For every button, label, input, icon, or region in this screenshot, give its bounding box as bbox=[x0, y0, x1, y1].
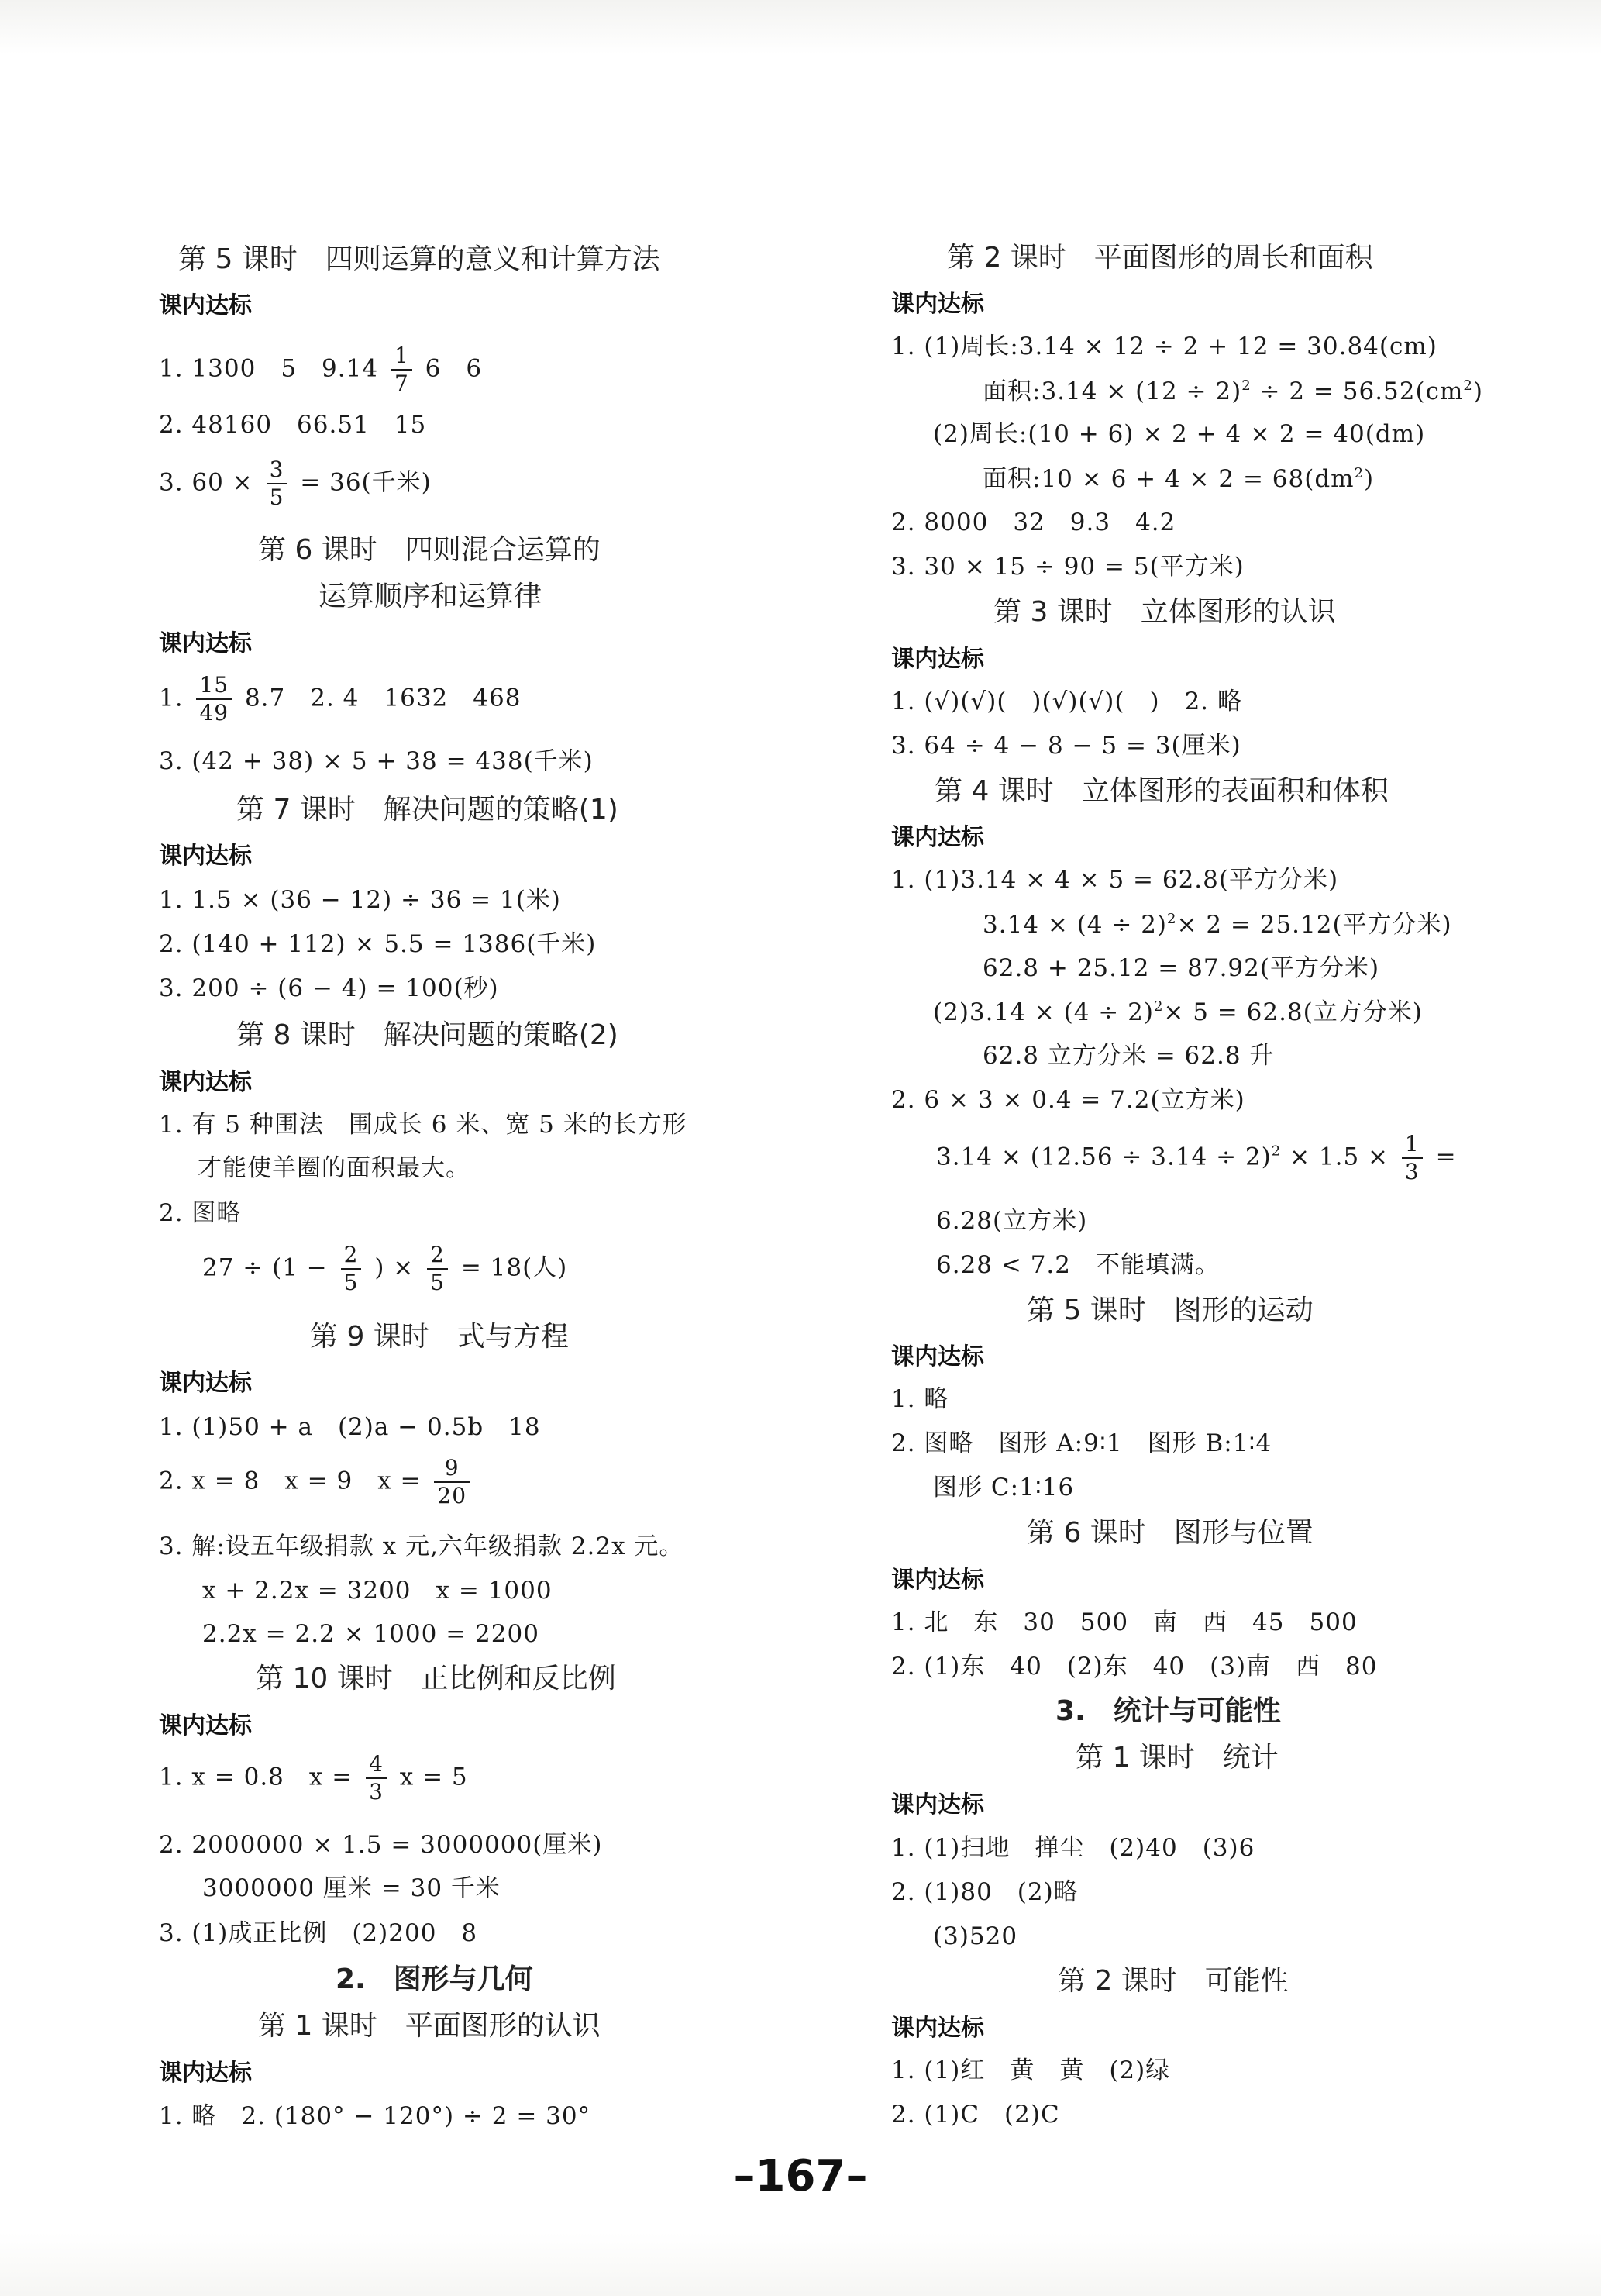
unit-3-title: 3. 统计与可能性 bbox=[1055, 1695, 1281, 1727]
g4-q2d: 6.28 < 7.2 不能填满。 bbox=[936, 1251, 1221, 1279]
l8-q2: 2. 图略 bbox=[159, 1199, 242, 1227]
l5-q3: 3. 60 × $\frac{3}{5}$ = 36(千米) bbox=[159, 457, 432, 510]
section-label: 课内达标 bbox=[891, 1567, 984, 1594]
l5-q1: 1. 1300 5 9.14 $\frac{1}{7}$ 6 6 bbox=[159, 343, 483, 396]
statistics-lesson-2-title: 第 2 课时 可能性 bbox=[1058, 1965, 1289, 1997]
section-label: 课内达标 bbox=[891, 291, 984, 318]
l8-q2-expr: 27 ÷ (1 − $\frac{2}{5}$ ) × $\frac{2}{5}$ = 18(人) bbox=[202, 1242, 568, 1295]
l10-q2b: 3000000 厘米 = 30 千米 bbox=[202, 1874, 501, 1902]
lesson-8-title: 第 8 课时 解决问题的策略(2) bbox=[236, 1019, 618, 1051]
geometry-lesson-5-title: 第 5 课时 图形的运动 bbox=[1027, 1295, 1314, 1326]
g5-q1: 1. 略 bbox=[891, 1385, 949, 1413]
section-label: 课内达标 bbox=[159, 1069, 252, 1096]
l7-q2: 2. (140 + 112) × 5.5 = 1386(千米) bbox=[159, 930, 597, 958]
s1-q2a: 2. (1)80 (2)略 bbox=[891, 1878, 1079, 1906]
lesson-6-title-1: 第 6 课时 四则混合运算的 bbox=[258, 534, 601, 566]
g4-q1c: 62.8 + 25.12 = 87.92(平方分米) bbox=[983, 954, 1380, 982]
g4-q2a: 2. 6 × 3 × 0.4 = 7.2(立方米) bbox=[891, 1086, 1245, 1114]
s2-q1: 1. (1)红 黄 黄 (2)绿 bbox=[891, 2056, 1171, 2084]
l8-q1b: 才能使羊圈的面积最大。 bbox=[198, 1154, 470, 1182]
g4-q2c: 6.28(立方米) bbox=[936, 1207, 1088, 1235]
g4-q1d: $(2)3.14 \times (4 \div 2)^2\times 5 = 62.8$(立方分米) bbox=[933, 998, 1423, 1026]
g4-q1e: 62.8 立方分米 = 62.8 升 bbox=[983, 1042, 1275, 1070]
g4-q1a: 1. (1)3.14 × 4 × 5 = 62.8(平方分米) bbox=[891, 866, 1339, 894]
g3-q2: 3. 64 ÷ 4 − 8 − 5 = 3(厘米) bbox=[891, 732, 1241, 760]
g1-q1: 1. 略 2. (180° − 120°) ÷ 2 = 30° bbox=[159, 2102, 591, 2130]
section-label: 课内达标 bbox=[159, 843, 252, 870]
l10-q2a: 2. 2000000 × 1.5 = 3000000(厘米) bbox=[159, 1831, 603, 1859]
geometry-lesson-1-title: 第 1 课时 平面图形的认识 bbox=[258, 2010, 601, 2042]
l9-q1: 1. (1)50 + a (2)a − 0.5b 18 bbox=[159, 1413, 541, 1441]
g5-q2a: 2. 图略 图形 A:9∶1 图形 B:1∶4 bbox=[891, 1429, 1272, 1457]
l7-q3: 3. 200 ÷ (6 − 4) = 100(秒) bbox=[159, 974, 499, 1002]
section-label: 课内达标 bbox=[891, 824, 984, 851]
l9-q3c: 2.2x = 2.2 × 1000 = 2200 bbox=[202, 1620, 539, 1648]
lesson-7-title: 第 7 课时 解决问题的策略(1) bbox=[236, 794, 618, 826]
geometry-lesson-2-title: 第 2 课时 平面图形的周长和面积 bbox=[947, 242, 1373, 274]
g2-q1d: 面积:10 × $6 + 4 \times 2 = 68(dm^2)$ bbox=[983, 465, 1375, 493]
l10-q1: 1. x = 0.8 x = $\frac{4}{3}$ x = 5 bbox=[159, 1751, 468, 1805]
g2-q1b: 面积:3.14 × $(12 \div 2)^2 \div 2 = 56.52(cm^2)$ bbox=[983, 377, 1483, 405]
section-label: 课内达标 bbox=[159, 630, 252, 657]
l9-q3b: x + 2.2x = 3200 x = 1000 bbox=[202, 1577, 553, 1605]
geometry-lesson-3-title: 第 3 课时 立体图形的认识 bbox=[993, 596, 1336, 628]
section-label: 课内达标 bbox=[891, 1791, 984, 1819]
l6-q1: 1. $\frac{15}{49}$ 8.7 2. 4 1632 468 bbox=[159, 672, 522, 726]
g5-q2b: 图形 C:1∶16 bbox=[933, 1474, 1075, 1501]
page-number: –167– bbox=[733, 2151, 868, 2201]
g4-q2b: $3.14 \times (12.56 \div 3.14 \div 2)^2 \times 1.5$ × $\frac{1}{3}$ = bbox=[936, 1131, 1457, 1184]
s2-q2: 2. (1)C (2)C bbox=[891, 2101, 1060, 2129]
lesson-9-title: 第 9 课时 式与方程 bbox=[310, 1321, 569, 1353]
lesson-10-title: 第 10 课时 正比例和反比例 bbox=[256, 1663, 616, 1694]
lesson-6-title-2: 运算顺序和运算律 bbox=[318, 581, 542, 612]
l5-q2: 2. 48160 66.51 15 bbox=[159, 411, 427, 439]
geometry-lesson-6-title: 第 6 课时 图形与位置 bbox=[1027, 1517, 1314, 1549]
geometry-lesson-4-title: 第 4 课时 立体图形的表面积和体积 bbox=[935, 775, 1389, 807]
l9-q3a: 3. 解:设五年级捐款 x 元,六年级捐款 2.2x 元。 bbox=[159, 1532, 684, 1560]
g2-q3: 3. 30 × 15 ÷ 90 = 5(平方米) bbox=[891, 553, 1245, 581]
section-label: 课内达标 bbox=[891, 2015, 984, 2042]
s1-q1: 1. (1)扫地 掸尘 (2)40 (3)6 bbox=[891, 1834, 1255, 1862]
l6-q2: 3. (42 + 38) × 5 + 38 = 438(千米) bbox=[159, 747, 594, 775]
g6-q1: 1. 北 东 30 500 南 西 45 500 bbox=[891, 1608, 1358, 1636]
l8-q1a: 1. 有 5 种围法 围成长 6 米、宽 5 米的长方形 bbox=[159, 1111, 687, 1139]
l10-q3: 3. (1)成正比例 (2)200 8 bbox=[159, 1919, 478, 1947]
unit-2-title: 2. 图形与几何 bbox=[336, 1963, 533, 1995]
g2-q1a: 1. (1)周长:3.14 × 12 ÷ 2 + 12 = 30.84(cm) bbox=[891, 333, 1437, 360]
section-label: 课内达标 bbox=[891, 1343, 984, 1370]
l9-q2: 2. x = 8 x = 9 x = $\frac{9}{20}$ bbox=[159, 1457, 474, 1507]
section-label: 课内达标 bbox=[891, 646, 984, 673]
g2-q1c: (2)周长:(10 + 6) × 2 + 4 × 2 = 40(dm) bbox=[933, 420, 1426, 448]
l7-q1: 1. 1.5 × (36 − 12) ÷ 36 = 1(米) bbox=[159, 886, 561, 914]
section-label: 课内达标 bbox=[159, 2060, 252, 2087]
g4-q1b: $3.14 \times (4 \div 2)^2\times 2 = 25.12$(平方分米) bbox=[983, 911, 1452, 939]
g6-q2: 2. (1)东 40 (2)东 40 (3)南 西 80 bbox=[891, 1653, 1378, 1681]
section-label: 课内达标 bbox=[159, 292, 252, 319]
section-label: 课内达标 bbox=[159, 1370, 252, 1397]
s1-q2b: (3)520 bbox=[933, 1922, 1018, 1950]
g3-q1: 1. (√)(√)( )(√)(√)( ) 2. 略 bbox=[891, 688, 1243, 715]
lesson-5-title: 第 5 课时 四则运算的意义和计算方法 bbox=[178, 243, 660, 275]
statistics-lesson-1-title: 第 1 课时 统计 bbox=[1076, 1742, 1279, 1774]
section-label: 课内达标 bbox=[159, 1712, 252, 1739]
g2-q2: 2. 8000 32 9.3 4.2 bbox=[891, 508, 1176, 536]
